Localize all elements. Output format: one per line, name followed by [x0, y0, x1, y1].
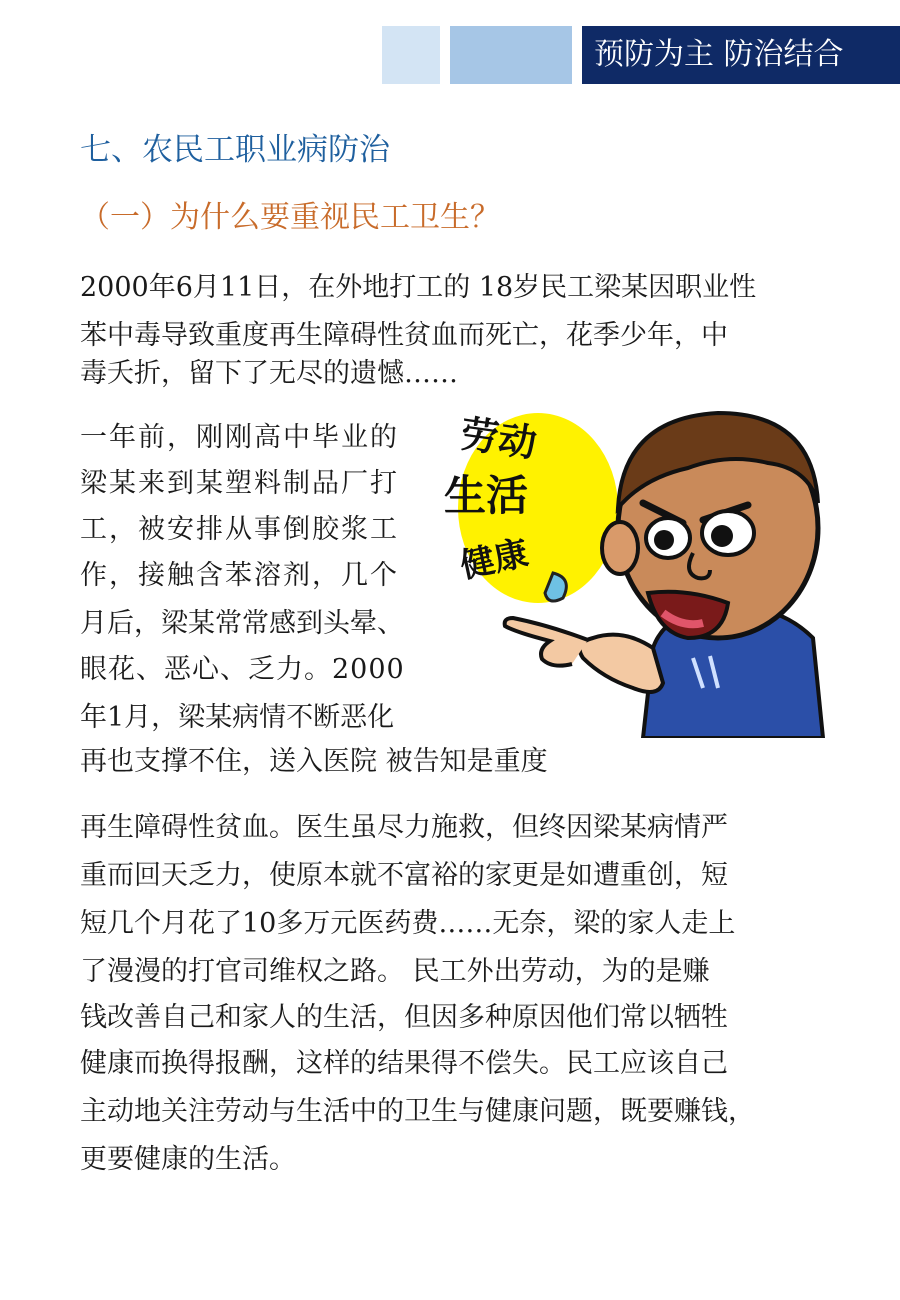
paragraph-line: 苯中毒导致重度再生障碍性贫血而死亡，花季少年，中: [80, 320, 728, 351]
paragraph-line: 工，被安排从事倒胶浆工: [80, 514, 399, 545]
paragraph-line: 再生障碍性贫血。医生虽尽力施救，但终因梁某病情严: [80, 812, 728, 843]
paragraph-line: 梁某来到某塑料制品厂打: [80, 468, 399, 499]
paragraph-line: 眼花、恶心、乏力。2000: [80, 654, 405, 685]
paragraph-line: 作，接触含苯溶剂，几个: [80, 560, 399, 591]
paragraph-line: 短几个月花了10多万元医药费……无奈，梁的家人走上: [80, 908, 736, 939]
cartoon-worker-illustration: [438, 398, 838, 738]
header-title: 预防为主 防治结合: [582, 26, 900, 84]
pointing-hand: [505, 618, 588, 666]
paragraph-line: 毒夭折，留下了无尽的遗憾……: [80, 358, 458, 389]
paragraph-line: 一年前，刚刚高中毕业的: [80, 422, 399, 453]
illustration-word: 健康: [456, 533, 532, 587]
arm: [580, 635, 663, 692]
paragraph-line: 主动地关注劳动与生活中的卫生与健康问题，既要赚钱，: [80, 1096, 755, 1127]
paragraph-line: 再也支撑不住，送入医院 被告知是重度: [80, 746, 548, 777]
paragraph-line: 了漫漫的打官司维权之路。 民工外出劳动，为的是赚: [80, 956, 710, 987]
section-title: 七、农民工职业病防治: [80, 132, 390, 168]
header-decor-light: [382, 26, 440, 84]
paragraph-line: 月后，梁某常常感到头晕、: [80, 608, 404, 639]
paragraph-line: 年1月，梁某病情不断恶化: [80, 702, 395, 733]
paragraph-line: 钱改善自己和家人的生活，但因多种原因他们常以牺牲: [80, 1002, 728, 1033]
header-decor-mid: [450, 26, 572, 84]
paragraph-line: 2000年6月11日，在外地打工的 18岁民工梁某因职业性: [80, 272, 757, 303]
paragraph-line: 健康而换得报酬，这样的结果得不偿失。民工应该自己: [80, 1048, 728, 1079]
illustration-word: 劳动: [457, 411, 540, 466]
paragraph-line: 更要健康的生活。: [80, 1144, 296, 1175]
illustration-word: 生活: [444, 471, 529, 520]
paragraph-line: 重而回天乏力，使原本就不富裕的家更是如遭重创，短: [80, 860, 728, 891]
subsection-title: （一）为什么要重视民工卫生？: [80, 200, 500, 235]
